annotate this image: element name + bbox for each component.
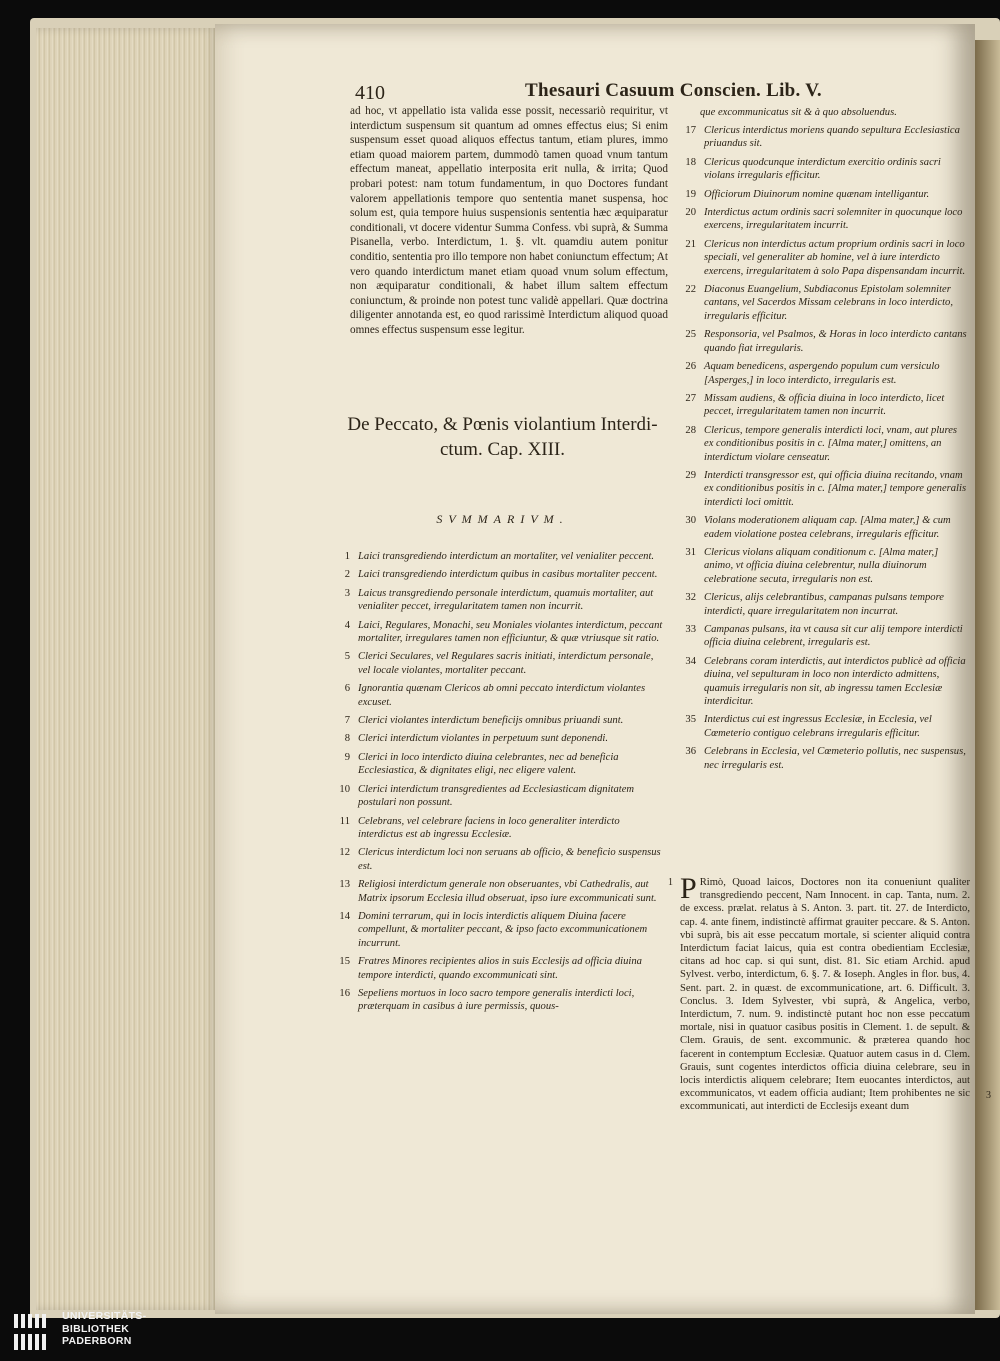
right-margin-mark: 3 <box>986 1090 991 1101</box>
intro-paragraph-text: ad hoc, vt appellatio ista valida esse possit, necessariò requiritur, vt interdictum suspensum sit quantum ad omnes effectus eius; Si enim suspensum esset quoad aliquos effectus tantum, etiam plures, immo etiam quoad maiorem partem, dummodò tamen quoad vnum tantum effectum maneat, appellatio interposita erit nulla, & irrita; Quod probari potest: nam totum fundamentum, in quo Doctores fundant valorem appellationis tempore quo sententia manet suspensa, hoc solum est, quia tempore huius suspensionis sententia hæc æquiparatur conditionali, vt docere videntur Summa Confess. vbi suprà, & Summa Pisanella, verbo. Interdictum, 1. §. vlt. quamdiu autem ponitur conditio, sententia pro illo tempore non habet coniunctum effectum; At vero quando interdictum manet etiam quoad vnum solum effectum, non æquiparatur conditionali, & habet illum saltem effectum coniunctum, & proinde non potest tunc validè appellari. Quæ doctrina diligenter annotanda est, eo quod rarissimè Interdictum aliquod quoad omnes effectus suspensum esse legitur. <box>350 105 668 336</box>
summary-item-text: Sepeliens mortuos in loco sacro tempore generalis interdicti loci, præterquam in casibus à iure permissis, quous- <box>358 987 635 1013</box>
summary-item <box>684 546 969 586</box>
chapter-heading <box>330 412 675 462</box>
summary-item-number: 9 <box>344 751 350 763</box>
summary-item <box>338 846 663 873</box>
summary-item <box>684 283 969 323</box>
summary-item-number: 34 <box>685 655 696 667</box>
summary-item-text: Laici transgrediendo interdictum an mortaliter, vel venialiter peccent. <box>358 551 655 562</box>
body-text: Rimò, Quoad laicos, Doctores non ita conueniunt qualiter transgrediendo peccent, Nam Innocent. in cap. Tanta, num. 2. de excess. prælat. relatus à S. Anton. 3. part. tit. 27. de Interdicto, cap. 4. ante finem, indistinctè affirmat grauiter peccare. & S. Anton. vbi suprà, bis ait esse peccatum mortale, si scienter aliquid contra Interdictum faciat laicus, quia est contra obedientiam Ecclesiæ, citans ad hoc cap. si qui sunt, dist. 81. Sic etiam Archid. apud Sylvest. verbo, interdictum, 6. §. 7. & Ioseph. Angles in flor. bus, 4. Sent. part. 2. in quæst. de excommunicatione, art. 6. Difficult. 3. Conclus. 3. Idem Sylvester, vbi suprà, & Angelica, verbo, Interdictum, 7. num. 9. indistinctè putant hoc non esse peccatum mortale, nisi in quatuor casibus positis in Clement. 1. de sepult. & Clem. Grauis, de sent. excommunic. & præterea quando hoc facerent in contemptum Ecclesiæ. Quatuor autem casus in d. Clem. Grauis, sunt cogentes interdictos officia diuina celebrare, seu in locis interdictis aliquem celebrare; Item euocantes interdictos, aut excommunicatos, vt eadem officia audiant; Item prohibentes ne sic excommunicati, aut interdicti de Ecclesijs exeant dum <box>680 877 970 1113</box>
summary-item-number: 1 <box>344 551 350 562</box>
summary-item <box>338 815 663 842</box>
summary-item-text: Clericus quodcunque interdictum exercitio ordinis sacri violans irregularis efficitur. <box>704 156 941 182</box>
summarium-label: SVMMARIVM. <box>436 512 569 526</box>
summary-item-text: Clericus violans aliquam conditionum c. [Alma mater,] animo, vt officia diuina celebrentur, nulla diuinorum celebratione secuta, irregularis non est. <box>704 546 939 585</box>
summary-item-text: Responsoria, vel Psalmos, & Horas in loco interdicto cantans quando fiat irregularis. <box>704 329 967 354</box>
summary-item-number: 18 <box>685 156 696 168</box>
summary-item-number: 8 <box>344 733 350 745</box>
summary-continuation: que excommunicatus sit & à quo absoluendus. <box>700 107 897 118</box>
library-logo-line2: BIBLIOTHEK <box>62 1322 130 1335</box>
summary-item-text: Celebrans coram interdictis, aut interdictos publicè ad officia diuina, vel sepulturam in loco non interdicto admittens, quamuis irregularis non sit, ab ingressu tamen Ecclesiæ interdicitur. <box>704 655 966 708</box>
summary-item-number: 6 <box>344 683 350 695</box>
summary-item <box>338 619 663 646</box>
summary-item-text: Fratres Minores recipientes alios in suis Ecclesijs ad officia diuina tempore interdicti, quando excommunicati sint. <box>358 956 642 981</box>
summary-item-number: 28 <box>685 424 696 436</box>
summary-item <box>684 745 969 772</box>
summary-item-number: 25 <box>685 329 696 341</box>
summary-item-text: Domini terrarum, qui in locis interdictis aliquem Diuina facere compellunt, & mortaliter peccant, & ipso facto excommunicationem incurrunt. <box>358 910 648 949</box>
summary-item-number: 14 <box>339 910 350 922</box>
summary-item-number: 20 <box>685 207 696 219</box>
library-logo-line3: PADERBORN <box>62 1335 132 1347</box>
library-logo-icon <box>12 1312 54 1352</box>
summary-item <box>338 878 663 905</box>
summary-item-number: 12 <box>339 847 350 859</box>
summary-item <box>684 206 969 233</box>
summary-item <box>338 682 663 709</box>
summary-item-number: 31 <box>685 546 696 558</box>
summary-item-number: 3 <box>344 587 350 599</box>
library-logo-line1: UNIVERSITÄTS- <box>62 1310 147 1322</box>
summary-item-text: Laici transgrediendo interdictum quibus in casibus mortaliter peccent. <box>358 569 658 581</box>
summary-item <box>684 623 969 650</box>
summary-item-text: Clerici interdictum transgredientes ad Ecclesiasticam dignitatem postulari non possunt. <box>358 783 635 809</box>
chapter-heading-line1: De Peccato, & Pœnis violantium Interdi- <box>347 414 658 435</box>
summary-item-text: Celebrans, vel celebrare faciens in loco generaliter interdicto interdictus est ab ingressu Ecclesiæ. <box>358 815 620 840</box>
summary-item <box>684 328 969 355</box>
summary-item-text: Laici, Regulares, Monachi, seu Moniales violantes interdictum, peccant mortaliter, irregulares tamen non efficiuntur, & quæ vtriusque sit ratio. <box>358 619 663 645</box>
summary-item <box>684 424 969 464</box>
summary-item-number: 22 <box>685 284 696 296</box>
summary-item <box>338 732 663 745</box>
summary-item-text: Clerici Seculares, vel Regulares sacris initiati, interdictum personale, vel locale violantes, mortaliter peccant. <box>358 651 654 676</box>
summary-item-text: Clericus, tempore generalis interdicti loci, vnam, aut plures ex conditionibus positis in c. [Alma mater,] omittens, an interdictum violare censeatur. <box>704 424 958 463</box>
summary-item-number: 33 <box>685 624 696 635</box>
summary-item-text: Clericus non interdictus actum proprium ordinis sacri in loco speciali, vel generaliter ab homine, vel à iure interdicto exercens, irregularitatem à solo Papa dispensandam incurrit. <box>704 238 966 277</box>
drop-cap: P <box>680 872 697 905</box>
summary-item-number: 19 <box>685 188 696 200</box>
summary-item-text: Clericus interdictus moriens quando sepultura Ecclesiastica priuandus sit. <box>704 125 960 150</box>
summary-item-number: 15 <box>339 956 350 968</box>
summary-item <box>684 124 969 151</box>
summary-item-number: 2 <box>344 569 350 581</box>
summary-item-number: 35 <box>685 714 696 726</box>
intro-paragraph <box>350 104 668 338</box>
running-title: Thesauri Casuum Conscien. Lib. V. <box>525 80 822 101</box>
summary-item <box>684 156 969 183</box>
facing-page-edge <box>975 40 1000 1310</box>
summary-item <box>338 987 663 1014</box>
summary-item-text: Officiorum Diuinorum nomine quænam intelligantur. <box>704 188 930 200</box>
summary-item-text: Clericus, alijs celebrantibus, campanas pulsans tempore interdicti, quare irregularitatem non incurrat. <box>704 592 945 617</box>
summary-item-text: Laicus transgrediendo personale interdictum, quamuis mortaliter, aut venialiter peccet, irregularitatem tamen non incurrit. <box>358 587 654 613</box>
summary-item-number: 7 <box>344 715 350 727</box>
summary-item-text: Interdictus cui est ingressus Ecclesiæ, in Ecclesia, vel Cœmeterio contiguo celebrans irregularis efficitur. <box>704 714 932 739</box>
book-page-edges <box>36 28 218 1310</box>
summary-item-number: 5 <box>344 651 350 663</box>
summary-item-number: 17 <box>685 125 696 136</box>
summary-item-text: Religiosi interdictum generale non obseruantes, vbi Cathedralis, aut Matrix ipsorum Ecclesia illud obseruat, ipso iure excommunicati sunt. <box>358 879 657 904</box>
summary-item-text: Clerici violantes interdictum beneficijs omnibus priuandi sunt. <box>358 715 624 727</box>
summary-item-text: Aquam benedicens, aspergendo populum cum versiculo [Asperges,] in loco interdicto, irregularis est. <box>704 361 940 386</box>
summary-item <box>338 587 663 614</box>
summary-item <box>338 783 663 810</box>
summary-item-text: Clerici interdictum violantes in perpetuum sunt deponendi. <box>358 733 608 745</box>
chapter-heading-line2: ctum. Cap. XIII. <box>439 439 566 460</box>
summary-item-number: 21 <box>685 238 696 250</box>
summary-item <box>684 238 969 278</box>
summary-item-text: Ignorantia quænam Clericos ab omni peccato interdictum violantes excuset. <box>358 683 646 708</box>
summary-item-number: 10 <box>339 783 350 795</box>
summary-item-text: Violans moderationem aliquam cap. [Alma mater,] & cum eadem violatione postea celebrans, irregularis efficitur. <box>704 515 951 540</box>
summary-item <box>684 591 969 618</box>
summary-item-text: Interdictus actum ordinis sacri solemniter in quocunque loco exercens, irregularitatem incurrit. <box>704 207 963 232</box>
summary-list-left <box>338 550 663 1019</box>
summary-list-right <box>684 124 969 777</box>
summary-item-text: Missam audiens, & officia diuina in loco interdicto, licet peccet, irregularitatem tamen non incurrit. <box>704 392 945 418</box>
summary-item-text: Clerici in loco interdicto diuina celebrantes, nec ad beneficia Ecclesiastica, & dignitates eligi, nec eligere valent. <box>358 751 619 777</box>
summary-item <box>338 910 663 950</box>
summary-item-number: 4 <box>344 619 350 631</box>
summary-item-text: Campanas pulsans, ita vt causa sit cur alij tempore interdicti officia diuina celebrent, irregularis est. <box>704 624 963 649</box>
summary-item <box>338 714 663 727</box>
summary-item <box>338 550 663 563</box>
summary-item-number: 30 <box>685 515 696 527</box>
summary-item-number: 27 <box>685 392 696 404</box>
summary-item-number: 36 <box>685 746 696 758</box>
summary-item <box>684 713 969 740</box>
summary-item-number: 29 <box>685 469 696 481</box>
summary-item <box>684 392 969 419</box>
summary-item-number: 32 <box>685 592 696 604</box>
library-logo-text <box>62 1310 146 1348</box>
summary-item-number: 13 <box>339 879 350 891</box>
summary-item-text: Clericus interdictum loci non seruans ab officio, & beneficio suspensus est. <box>358 847 661 872</box>
summary-item <box>338 650 663 677</box>
summary-item <box>684 655 969 709</box>
margin-number: 1 <box>668 877 673 888</box>
summary-item-text: Diaconus Euangelium, Subdiaconus Epistolam solemniter cantans, vel Sacerdos Missam celebrans in loco interdicto, irregularis efficitur. <box>704 284 954 322</box>
summary-item <box>684 188 969 201</box>
summary-item <box>338 751 663 778</box>
summary-item <box>684 360 969 387</box>
summary-item <box>338 568 663 581</box>
summary-item <box>684 469 969 509</box>
summary-item <box>684 514 969 541</box>
summary-item-text: Celebrans in Ecclesia, vel Cœmeterio pollutis, nec suspensus, nec irregularis est. <box>704 746 966 771</box>
page-number: 410 <box>355 82 385 104</box>
body-text-column <box>668 872 970 1114</box>
library-logo <box>12 1310 152 1356</box>
summary-item <box>338 955 663 982</box>
summary-item-number: 26 <box>685 361 696 373</box>
summary-item-number: 16 <box>339 987 350 999</box>
summary-item-text: Interdicti transgressor est, qui officia diuina recitando, vnam ex conditionibus positis in c. [Alma mater,] tempore generalis interdicti loci omittit. <box>704 469 967 508</box>
summary-item-number: 11 <box>339 815 350 827</box>
